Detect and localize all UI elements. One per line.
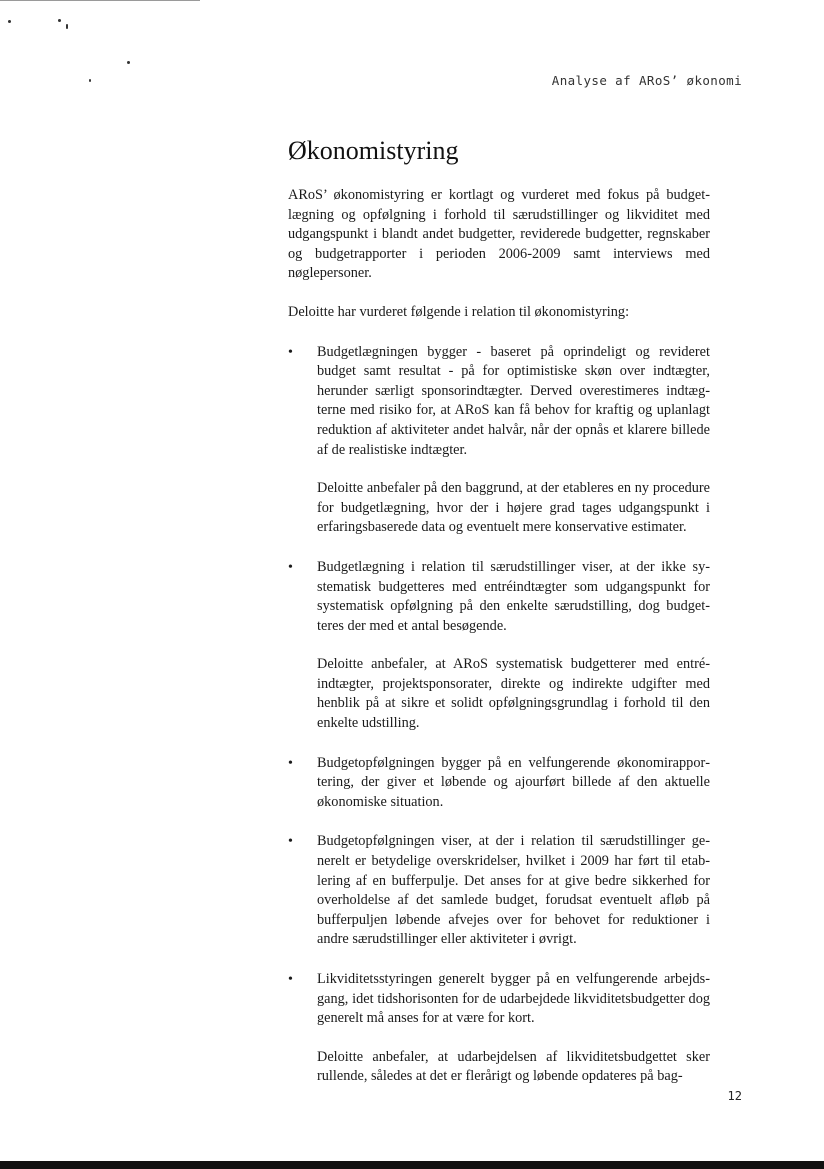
intro-paragraph: ARoS’ økonomistyring er kortlagt og vurderet med fokus på budgetlægning og opfølgning i forhold til særudstillinger og likviditet med udgangspunkt i blandt andet budgetter, reviderede budgetter, regnskaber og budgetrapporter i perioden 2006-2009 samt interviews med nøglepersoner. bbox=[288, 187, 710, 282]
finding-text: Budgetopfølgningen viser, at der i relation til særudstillinger generelt er betydelige overskridelser, hvilket i 2009 har ført til etablering af en bufferpulje. Det anses for at give bedre sikkerhed for overholdelse af det samlede budget, forudsat eventuelt afløb på bufferpuljen løbende afvejes over for behovet for reduktioner i andre særudstillinger eller aktiviteter i øvrigt. bbox=[317, 833, 710, 948]
finding-text: Budgetopfølgningen bygger på en velfungerende økonomirapportering, der giver et løbende og ajourført billede af den aktuelle økonomiske situation. bbox=[317, 754, 710, 810]
list-item bbox=[288, 343, 710, 538]
running-header: Analyse af ARoS’ økonomi bbox=[551, 73, 742, 88]
finding-text: Budgetlægningen bygger - baseret på oprindeligt og revideret budget samt resultat - på for optimistiske skøn over indtægter, herunder særligt sponsorindtægter. Derved overestimeres indtægterne med risiko for, at ARoS kan få behov for kraftig og uplanlagt reduktion af aktiviteter andet halvår, når der opnås et klarere billede af de realistiske indtægter. bbox=[317, 343, 710, 458]
finding-text: Budgetlægning i relation til særudstillinger viser, at der ikke systematisk budgetteres med entréindtægter som udgangspunkt for systematisk opfølgning på den enkelte særudstilling, dog budgetteres der med et antal besøgende. bbox=[317, 558, 710, 634]
list-item bbox=[288, 558, 710, 734]
recommendation-text: Deloitte anbefaler på den baggrund, at der etableres en ny procedure for budgetlægning, hvor der i højere grad tages udgangspunkt i erfaringsbaserede data og eventuelt mere konservative estimater. bbox=[317, 480, 710, 536]
list-item bbox=[288, 754, 710, 813]
bullet-dot: • bbox=[288, 344, 293, 360]
finding-text: Likviditetsstyringen generelt bygger på en velfungerende arbejdsgang, idet tidshorisonten for de udarbejdede likviditetsbudgetter dog generelt må anses for at være for kort. bbox=[317, 971, 710, 1027]
findings-list bbox=[288, 343, 710, 1087]
recommendation-text: Deloitte anbefaler, at udarbejdelsen af likviditetsbudgettet sker rullende, således at det er flerårigt og løbende opdateres på bag- bbox=[317, 1048, 710, 1085]
page-content bbox=[288, 136, 710, 1107]
bullet-dot: • bbox=[288, 755, 293, 771]
page-number: 12 bbox=[727, 1089, 742, 1103]
scan-speck bbox=[66, 24, 68, 29]
recommendation-text: Deloitte anbefaler, at ARoS systematisk budgetterer med entréindtægter, projektsponsorater, direkte og indirekte udgifter med henblik på at sikre et solidt opfølgningsgrundlag i forhold til den enkelte udstilling. bbox=[317, 656, 710, 732]
list-item bbox=[288, 970, 710, 1087]
bullet-dot: • bbox=[288, 972, 293, 987]
scan-speck bbox=[89, 79, 91, 82]
list-item bbox=[288, 832, 710, 950]
scan-speck bbox=[127, 61, 130, 64]
bullet-dot: • bbox=[288, 559, 293, 575]
scan-bottom-edge bbox=[0, 1161, 824, 1169]
scan-speck bbox=[58, 19, 61, 22]
scan-speck bbox=[8, 20, 11, 23]
bullet-dot: • bbox=[288, 834, 293, 850]
lead-paragraph: Deloitte har vurderet følgende i relation til økonomistyring: bbox=[288, 303, 630, 320]
section-title: Økonomistyring bbox=[288, 136, 459, 165]
scan-edge-line bbox=[0, 0, 200, 1]
